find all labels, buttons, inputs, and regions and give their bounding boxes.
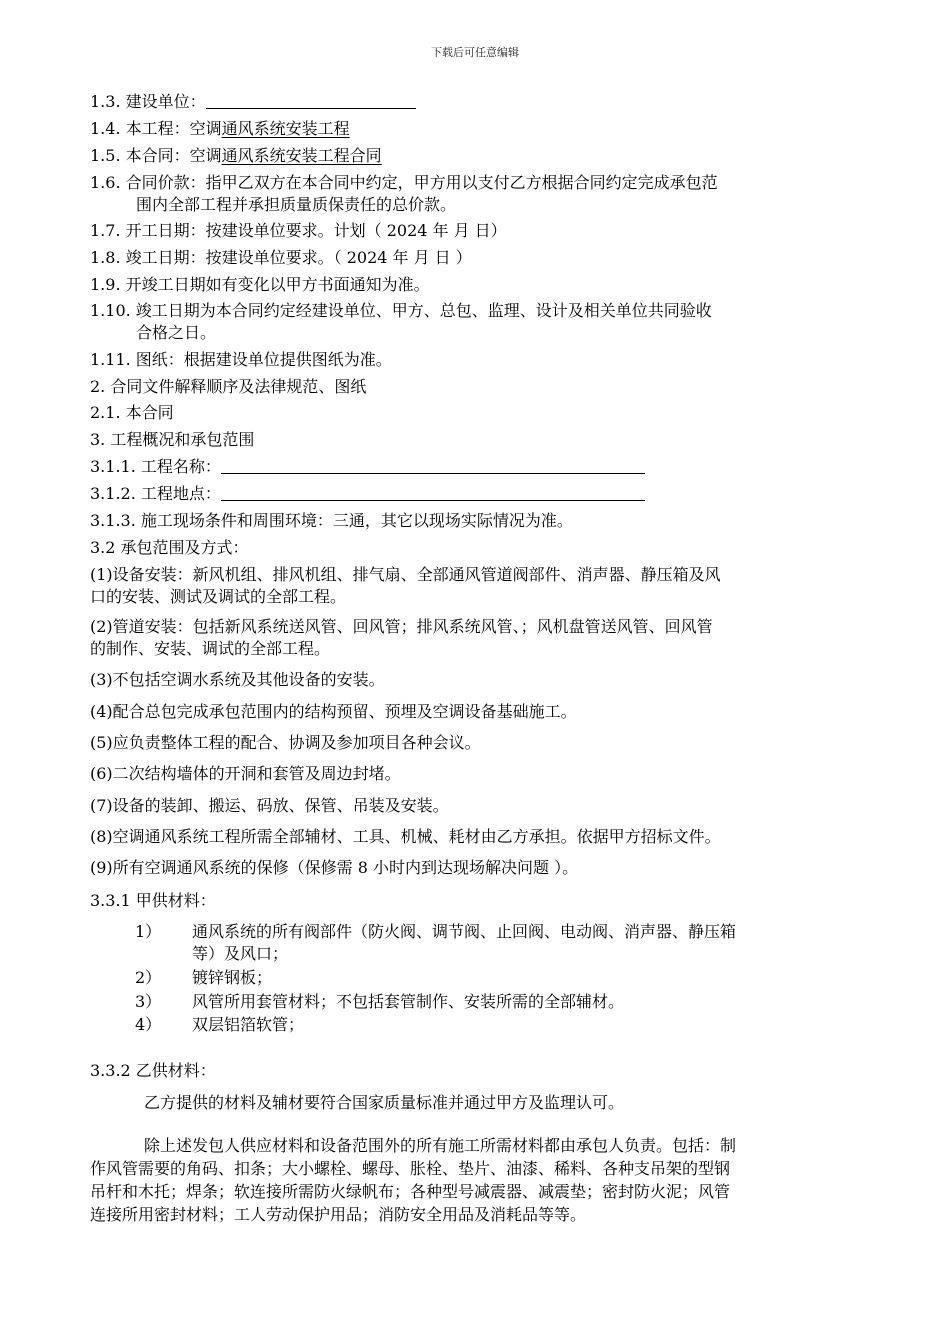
clause-3-1-3: 3.1.3. 施工现场条件和周围环境：三通，其它以现场实际情况为准。 [90, 511, 573, 530]
clause-3-3-1: 3.3.1 甲供材料： [90, 891, 216, 910]
owner-blank [206, 90, 416, 109]
owner-material-1-line1: 通风系统的所有阀部件（防火阀、调节阀、止回阀、电动阀、消声器、静压箱 [192, 922, 737, 941]
clause-2-1: 2.1. 本合同 [90, 403, 174, 422]
clause-1-6-line2: 围内全部工程并承担质量质保责任的总价款。 [136, 195, 457, 214]
scope-8: (8)空调通风系统工程所需全部辅材、工具、机械、耗材由乙方承担。依据甲方招标文件。 [90, 827, 721, 846]
clause-1-7: 1.7. 开工日期：按建设单位要求。计划（ 2024 年 月 日） [90, 221, 507, 240]
contractor-material-para-line4: 连接所用密封材料；工人劳动保护用品；消防安全用品及消耗品等等。 [90, 1205, 587, 1224]
contractor-material-note: 乙方提供的材料及辅材要符合国家质量标准并通过甲方及监理认可。 [144, 1093, 625, 1112]
owner-material-3: 风管所用套管材料；不包括套管制作、安装所需的全部辅材。 [192, 992, 625, 1011]
clause-1-4 [90, 117, 862, 141]
clause-1-5-underline: 通风系统安装工程合同 [221, 146, 382, 165]
scope-9: (9)所有空调通风系统的保修（保修需 8 小时内到达现场解决问题 ）。 [90, 858, 579, 877]
clause-1-6-line1: 1.6. 合同价款：指甲乙双方在本合同中约定，甲方用以支付乙方根据合同约定完成承包范 [90, 173, 718, 192]
clause-1-4-text: 1.4. 本工程：空调 [90, 119, 222, 138]
contractor-material-para-line2: 作风管需要的角码、扣条；大小螺栓、螺母、胀栓、垫片、油漆、稀料、各种支吊架的型钢 [90, 1159, 731, 1178]
scope-1-line1: (1)设备安装：新风机组、排风机组、排气扇、全部通风管道阀部件、消声器、静压箱及风 [90, 565, 721, 584]
clause-1-11: 1.11. 图纸：根据建设单位提供图纸为准。 [90, 350, 392, 369]
clause-1-10-line2: 合格之日。 [136, 323, 217, 342]
clause-3-3-2: 3.3.2 乙供材料： [90, 1061, 216, 1080]
clause-1-10-line1: 1.10. 竣工日期为本合同约定经建设单位、甲方、总包、监理、设计及相关单位共同验收 [90, 301, 712, 320]
contractor-material-para-line1: 除上述发包人供应材料和设备范围外的所有施工所需材料都由承包人负责。包括：制 [144, 1136, 737, 1155]
owner-material-2-number: 2） [135, 968, 162, 987]
owner-material-1-line2: 等）及风口； [192, 944, 289, 963]
scope-6: (6)二次结构墙体的开洞和套管及周边封堵。 [90, 764, 401, 783]
section-2-heading: 2. 合同文件解释顺序及法律规范、图纸 [90, 377, 367, 396]
clause-1-5-text: 1.5. 本合同：空调 [90, 146, 222, 165]
clause-1-8: 1.8. 竣工日期：按建设单位要求。（ 2024 年 月 日 ） [90, 248, 472, 267]
clause-1-9: 1.9. 开竣工日期如有变化以甲方书面通知为准。 [90, 275, 430, 294]
contractor-material-para-line3: 吊杆和木托；焊条；软连接所需防火绿帆布；各种型号减震器、减震垫；密封防火泥；风管 [90, 1182, 731, 1201]
scope-2-line2: 的制作、安装、调试的全部工程。 [90, 639, 331, 658]
project-name-label: 3.1.1. 工程名称： [90, 457, 221, 476]
clause-1-3 [90, 90, 862, 114]
clause-1-5 [90, 144, 862, 168]
clause-3-2: 3.2 承包范围及方式： [90, 538, 249, 557]
clause-1-3-label: 1.3. 建设单位： [90, 92, 206, 111]
scope-4: (4)配合总包完成承包范围内的结构预留、预埋及空调设备基础施工。 [90, 702, 577, 721]
owner-material-3-number: 3） [135, 992, 162, 1011]
project-name-blank [221, 455, 645, 474]
owner-material-1-number: 1） [135, 922, 162, 941]
scope-5: (5)应负责整体工程的配合、协调及参加项目各种会议。 [90, 733, 481, 752]
scope-2-line1: (2)管道安装：包括新风系统送风管、回风管；排风系统风管、；风机盘管送风管、回风管 [90, 617, 713, 636]
owner-material-4: 双层铝箔软管； [192, 1015, 305, 1034]
page-header: 下载后可任意编辑 [431, 46, 519, 59]
scope-3: (3)不包括空调水系统及其他设备的安装。 [90, 670, 385, 689]
section-3-heading: 3. 工程概况和承包范围 [90, 430, 255, 449]
clause-3-1-1 [90, 455, 862, 479]
clause-1-4-underline: 通风系统安装工程 [221, 119, 350, 138]
project-location-label: 3.1.2. 工程地点： [90, 484, 221, 503]
project-location-blank [221, 482, 645, 501]
owner-material-2: 镀锌钢板； [192, 968, 273, 987]
scope-1-line2: 口的安装、测试及调试的全部工程。 [90, 587, 347, 606]
scope-7: (7)设备的装卸、搬运、码放、保管、吊装及安装。 [90, 796, 449, 815]
owner-material-4-number: 4） [135, 1015, 162, 1034]
clause-3-1-2 [90, 482, 862, 506]
